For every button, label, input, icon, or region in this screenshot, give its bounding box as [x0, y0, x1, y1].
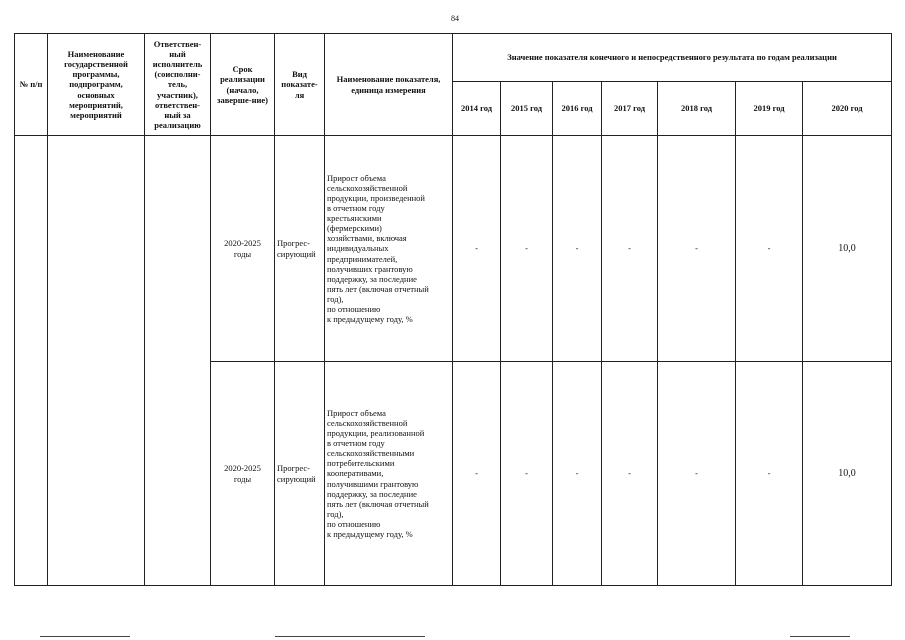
period-cell: 2020-2025 годы [211, 362, 275, 586]
value-2014: - [453, 136, 501, 362]
period-cell: 2020-2025 годы [211, 136, 275, 362]
header-row-1 [15, 34, 892, 82]
header-year: 2019 год [736, 82, 803, 136]
value-2018: - [658, 136, 736, 362]
header-year: 2014 год [453, 82, 501, 136]
indicator-table [14, 33, 892, 586]
indicator-name-cell: Прирост объема сельскохозяйственной продукции, реализованной в отчетном году сельскохозяйственными потребительскими кооперативами, получившими грантовую поддержку, за последние пять лет (включая отчетный год), по отношению к предыдущему году, % [325, 362, 453, 586]
header-executor: Ответствен- ный исполнитель (соисполни- тель, участник), ответствен- ный за реализацию [145, 34, 211, 136]
header-year: 2016 год [553, 82, 602, 136]
header-indicator-type: Вид показате- ля [275, 34, 325, 136]
num-cell [15, 136, 48, 586]
value-2015: - [501, 136, 553, 362]
value-2016: - [553, 136, 602, 362]
header-year: 2017 год [602, 82, 658, 136]
value-2018: - [658, 362, 736, 586]
indicator-name-cell: Прирост объема сельскохозяйственной продукции, произведенной в отчетном году крестьянскими (фермерскими) хозяйствами, включая индивидуальных предпринимателей, получивших грантовую поддержку, за последние пять лет (включая отчетный год), по отношению к предыдущему году, % [325, 136, 453, 362]
table-row [15, 136, 892, 362]
value-2020: 10,0 [803, 362, 892, 586]
header-num: № п/п [15, 34, 48, 136]
value-2015: - [501, 362, 553, 586]
header-values-group: Значение показателя конечного и непосредственного результата по годам реализации [453, 34, 892, 82]
program-name-cell [48, 136, 145, 586]
header-year: 2015 год [501, 82, 553, 136]
scan-edge-line [40, 636, 130, 637]
page-number: 84 [451, 14, 459, 23]
header-year: 2018 год [658, 82, 736, 136]
value-2019: - [736, 362, 803, 586]
value-2017: - [602, 136, 658, 362]
header-program-name: Наименование государственной программы, подпрограмм, основных мероприятий, мероприятий [48, 34, 145, 136]
header-period: Срок реализации (начало, заверше-ние) [211, 34, 275, 136]
executor-cell [145, 136, 211, 586]
value-2016: - [553, 362, 602, 586]
scan-edge-line [275, 636, 425, 637]
value-2017: - [602, 362, 658, 586]
header-indicator-name: Наименование показателя, единица измерения [325, 34, 453, 136]
value-2019: - [736, 136, 803, 362]
indicator-type-cell: Прогрес- сирующий [275, 362, 325, 586]
indicator-type-cell: Прогрес- сирующий [275, 136, 325, 362]
scan-edge-line [790, 636, 850, 637]
header-year: 2020 год [803, 82, 892, 136]
value-2020: 10,0 [803, 136, 892, 362]
value-2014: - [453, 362, 501, 586]
